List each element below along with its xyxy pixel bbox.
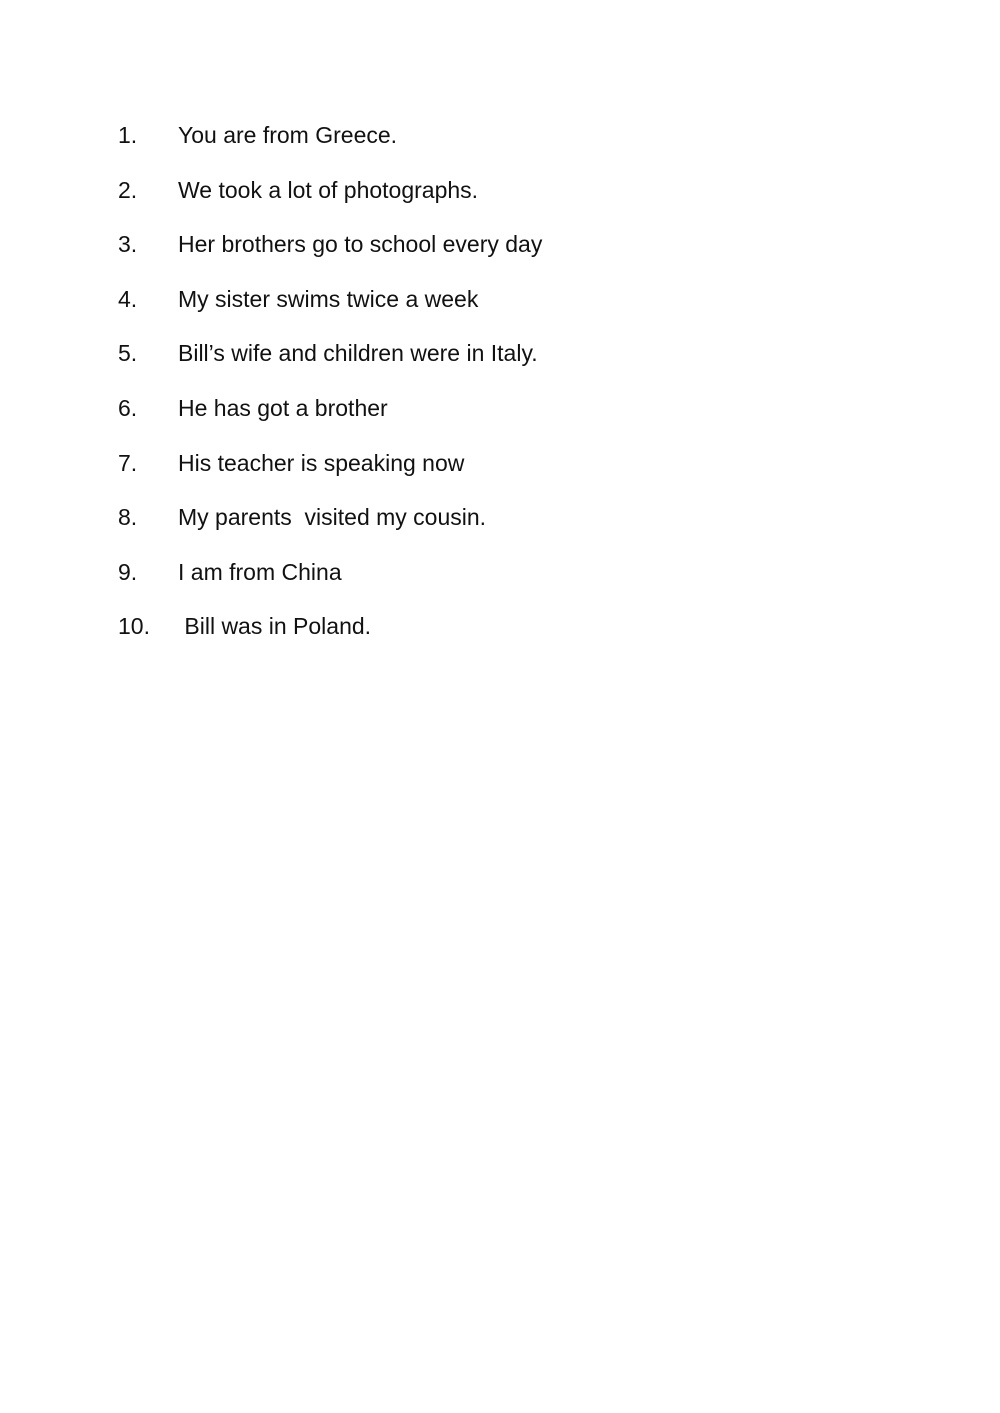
sentence-text: My sister swims twice a week (178, 285, 479, 312)
sentence-text: Her brothers go to school every day (178, 231, 543, 258)
sentence-text: He has got a brother (178, 394, 388, 421)
list-item (118, 282, 542, 337)
item-number: 10. (118, 613, 150, 640)
item-number: 6. (118, 394, 138, 421)
list-item (118, 173, 542, 228)
list-item (118, 336, 542, 391)
list-item (118, 555, 542, 610)
sentence-list (118, 118, 542, 664)
item-number: 4. (118, 285, 138, 312)
item-number: 3. (118, 231, 138, 258)
list-item (118, 227, 542, 282)
sentence-text: I am from China (178, 558, 342, 585)
sentence-text: We took a lot of photographs. (178, 176, 479, 203)
sentence-text: Bill was in Poland. (178, 613, 372, 640)
list-item (118, 118, 542, 173)
item-number: 1. (118, 122, 138, 148)
sentence-text: You are from Greece. (178, 122, 398, 148)
item-number: 9. (118, 558, 138, 585)
sentence-text: My parents visited my cousin. (178, 504, 487, 531)
sentence-text: Bill’s wife and children were in Italy. (178, 340, 538, 367)
list-item (118, 391, 542, 446)
list-item (118, 446, 542, 501)
list-item (118, 609, 542, 664)
item-number: 8. (118, 504, 138, 531)
sentence-text: His teacher is speaking now (178, 449, 465, 476)
list-item (118, 500, 542, 555)
item-number: 5. (118, 340, 138, 367)
item-number: 7. (118, 449, 138, 476)
item-number: 2. (118, 176, 138, 203)
